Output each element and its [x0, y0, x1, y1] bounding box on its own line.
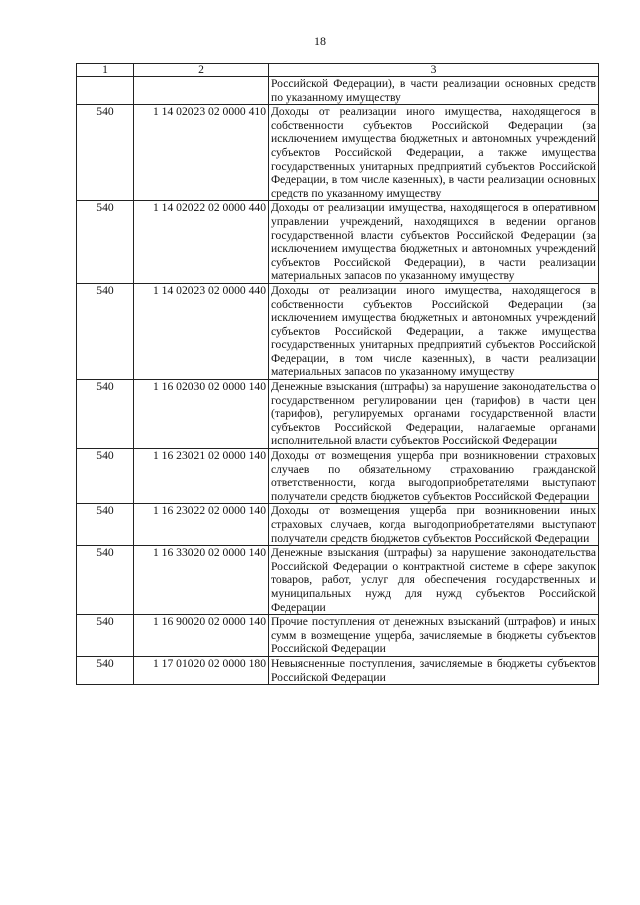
description-cell: Доходы от реализации иного имущества, находящегося в собственности субъектов Российской Федерации (за исключением имущества бюджетных и автономных учреждений субъектов Российской Федерации, а также имущества государственных унитарных предприятий субъектов Российской Федерации, в том числе казенных), в части реализации материальных запасов по указанному имуществу — [269, 283, 599, 379]
table-row — [77, 546, 599, 615]
admin-code-cell: 540 — [77, 201, 134, 284]
description-cell: Доходы от реализации иного имущества, находящегося в собственности субъектов Российской Федерации (за исключением имущества бюджетных и автономных учреждений субъектов Российской Федерации, а также имущества государственных унитарных предприятий субъектов Российской Федерации, в том числе казенных), в части реализации основных средств по указанному имуществу — [269, 105, 599, 201]
table-row — [77, 449, 599, 504]
income-code-cell: 1 16 02030 02 0000 140 — [134, 380, 269, 449]
description-cell: Российской Федерации), в части реализации основных средств по указанному имуществу — [269, 77, 599, 105]
income-code-cell: 1 16 23022 02 0000 140 — [134, 504, 269, 546]
income-code-cell — [134, 77, 269, 105]
income-code-cell: 1 14 02023 02 0000 440 — [134, 283, 269, 379]
table-row — [77, 380, 599, 449]
income-code-cell: 1 16 90020 02 0000 140 — [134, 615, 269, 657]
admin-code-cell: 540 — [77, 546, 134, 615]
table-row — [77, 77, 599, 105]
income-code-cell: 1 14 02022 02 0000 440 — [134, 201, 269, 284]
header-row — [77, 64, 599, 77]
table-row — [77, 615, 599, 657]
table-row — [77, 504, 599, 546]
description-cell: Денежные взыскания (штрафы) за нарушение законодательства Российской Федерации о контрактной системе в сфере закупок товаров, работ, услуг для обеспечения государственных и муниципальных нужд для нужд субъектов Российской Федерации — [269, 546, 599, 615]
admin-code-cell: 540 — [77, 105, 134, 201]
description-cell: Доходы от возмещения ущерба при возникновении иных страховых случаев, когда выгодоприобретателями выступают получатели средств бюджетов субъектов Российской Федерации — [269, 504, 599, 546]
admin-code-cell — [77, 77, 134, 105]
admin-code-cell: 540 — [77, 283, 134, 379]
income-codes-table — [76, 63, 599, 685]
income-code-cell: 1 14 02023 02 0000 410 — [134, 105, 269, 201]
admin-code-cell: 540 — [77, 380, 134, 449]
admin-code-cell: 540 — [77, 615, 134, 657]
description-cell: Невыясненные поступления, зачисляемые в бюджеты субъектов Российской Федерации — [269, 656, 599, 684]
description-cell: Доходы от реализации имущества, находящегося в оперативном управлении учреждений, находящихся в ведении органов государственной власти субъектов Российской Федерации (за исключением имущества бюджетных и автономных учреждений субъектов Российской Федерации), в части реализации материальных запасов по указанному имуществу — [269, 201, 599, 284]
admin-code-cell: 540 — [77, 449, 134, 504]
column-header-1: 1 — [77, 64, 134, 77]
description-cell: Доходы от возмещения ущерба при возникновении страховых случаев по обязательному страхованию гражданской ответственности, когда выгодоприобретателями выступают получатели средств бюджетов субъектов Российской Федерации — [269, 449, 599, 504]
description-cell: Прочие поступления от денежных взысканий (штрафов) и иных сумм в возмещение ущерба, зачисляемые в бюджеты субъектов Российской Федерации — [269, 615, 599, 657]
table-row — [77, 283, 599, 379]
column-header-2: 2 — [134, 64, 269, 77]
description-cell: Денежные взыскания (штрафы) за нарушение законодательства о государственном регулировании цен (тарифов) в части цен (тарифов), регулируемых органами государственной власти субъектов Российской Федерации, налагаемые органами исполнительной власти субъектов Российской Федерации — [269, 380, 599, 449]
income-code-cell: 1 16 33020 02 0000 140 — [134, 546, 269, 615]
table-row — [77, 105, 599, 201]
income-code-cell: 1 17 01020 02 0000 180 — [134, 656, 269, 684]
table-row — [77, 656, 599, 684]
column-header-3: 3 — [269, 64, 599, 77]
admin-code-cell: 540 — [77, 656, 134, 684]
admin-code-cell: 540 — [77, 504, 134, 546]
page-number: 18 — [314, 34, 326, 48]
income-code-cell: 1 16 23021 02 0000 140 — [134, 449, 269, 504]
table-row — [77, 201, 599, 284]
